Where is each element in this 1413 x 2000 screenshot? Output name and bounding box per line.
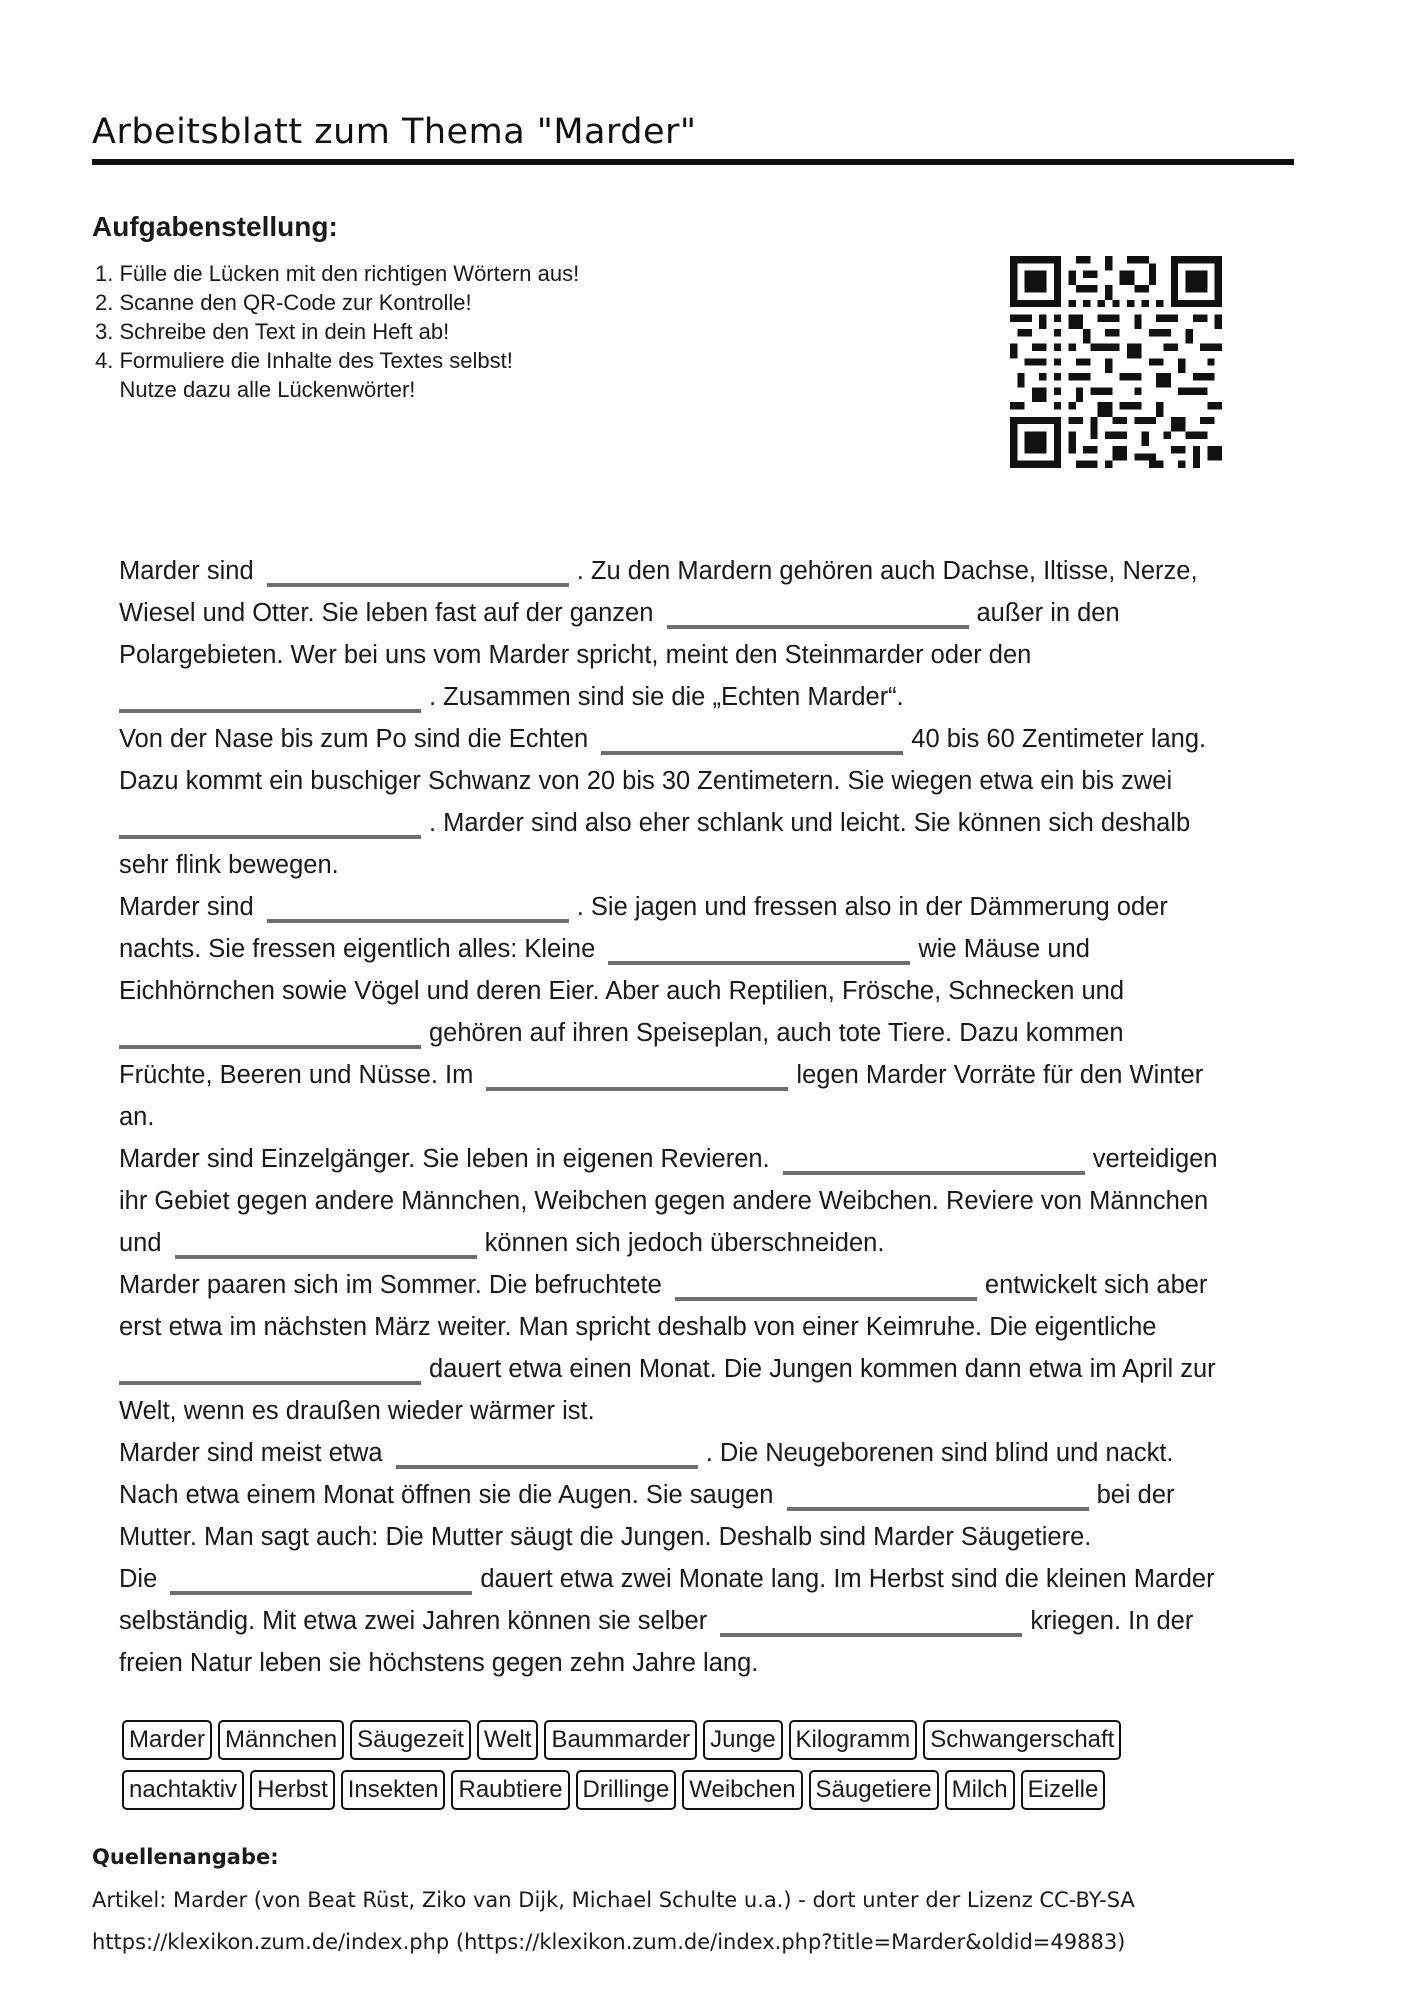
word-chip[interactable]: Raubtiere — [451, 1770, 569, 1810]
blank-field[interactable] — [675, 1297, 977, 1301]
text-line — [119, 1642, 1279, 1684]
text-line — [119, 844, 1279, 886]
text-segment: dauert etwa einen Monat. Die Jungen kommen dann etwa im April zur — [429, 1355, 1216, 1383]
task-item: 4. Formuliere die Inhalte des Textes selbst! — [95, 348, 513, 373]
text-line — [119, 1600, 1279, 1642]
blank-field[interactable] — [267, 583, 569, 587]
word-chip[interactable]: Weibchen — [682, 1770, 802, 1810]
word-chip[interactable]: Baummarder — [544, 1720, 697, 1760]
task-item: 3. Schreibe den Text in dein Heft ab! — [95, 319, 450, 344]
text-segment: gehören auf ihren Speiseplan, auch tote Tiere. Dazu kommen — [429, 1019, 1124, 1047]
text-segment: . Zusammen sind sie die „Echten Marder“. — [429, 683, 904, 711]
text-segment: 40 bis 60 Zentimeter lang. — [911, 725, 1207, 753]
blank-field[interactable] — [486, 1087, 788, 1091]
text-line — [119, 1516, 1279, 1558]
text-line — [119, 1180, 1279, 1222]
text-segment: nachts. Sie fressen eigentlich alles: Kleine — [119, 935, 603, 963]
word-bank-row — [122, 1770, 1272, 1818]
text-segment: Marder paaren sich im Sommer. Die befruchtete — [119, 1271, 669, 1299]
word-bank — [122, 1720, 1272, 1820]
text-line — [119, 1306, 1279, 1348]
word-chip[interactable]: Männchen — [218, 1720, 344, 1760]
text-segment: legen Marder Vorräte für den Winter — [796, 1061, 1204, 1089]
text-segment: außer in den — [976, 599, 1120, 627]
task-heading: Aufgabenstellung: — [92, 211, 338, 242]
text-segment: Marder sind — [119, 893, 261, 921]
text-line — [119, 1348, 1279, 1390]
text-line — [119, 1390, 1279, 1432]
task-item: 1. Fülle die Lücken mit den richtigen Wörtern aus! — [95, 261, 580, 286]
text-segment: an. — [119, 1103, 155, 1131]
text-line — [119, 1264, 1279, 1306]
text-line — [119, 550, 1279, 592]
word-chip[interactable]: Eizelle — [1021, 1770, 1106, 1810]
text-segment: Wiesel und Otter. Sie leben fast auf der ganzen — [119, 599, 661, 627]
text-line — [119, 718, 1279, 760]
cloze-text — [119, 550, 1279, 1684]
title-rule — [92, 159, 1294, 165]
source-article: Artikel: Marder (von Beat Rüst, Ziko van Dijk, Michael Schulte u.a.) - dort unter der Lizenz CC-BY-SA — [92, 1888, 1135, 1912]
text-segment: Mutter. Man sagt auch: Die Mutter säugt die Jungen. Deshalb sind Marder Säugetiere. — [119, 1523, 1092, 1551]
text-line — [119, 592, 1279, 634]
text-segment: Marder sind Einzelgänger. Sie leben in eigenen Revieren. — [119, 1145, 777, 1173]
task-item: 2. Scanne den QR-Code zur Kontrolle! — [95, 290, 472, 315]
page-title: Arbeitsblatt zum Thema "Marder" — [92, 112, 697, 152]
text-line — [119, 1222, 1279, 1264]
text-segment: entwickelt sich aber — [984, 1271, 1208, 1299]
task-list — [95, 259, 579, 404]
blank-field[interactable] — [783, 1171, 1085, 1175]
text-line — [119, 1558, 1279, 1600]
text-line — [119, 1012, 1279, 1054]
text-segment: Die — [119, 1565, 165, 1593]
text-segment: Nach etwa einem Monat öffnen sie die Augen. Sie saugen — [119, 1481, 781, 1509]
blank-field[interactable] — [119, 1045, 421, 1049]
blank-field[interactable] — [608, 961, 910, 965]
word-chip[interactable]: Marder — [122, 1720, 212, 1760]
text-segment: . Marder sind also eher schlank und leicht. Sie können sich deshalb — [429, 809, 1191, 837]
blank-field[interactable] — [267, 919, 569, 923]
text-segment: wie Mäuse und — [918, 935, 1090, 963]
qr-code-icon[interactable] — [1010, 256, 1222, 468]
text-segment: freien Natur leben sie höchstens gegen zehn Jahre lang. — [119, 1649, 759, 1677]
text-line — [119, 760, 1279, 802]
blank-field[interactable] — [720, 1633, 1022, 1637]
text-segment: bei der — [1096, 1481, 1175, 1509]
text-line — [119, 676, 1279, 718]
blank-field[interactable] — [119, 1381, 421, 1385]
blank-field[interactable] — [667, 625, 969, 629]
word-chip[interactable]: Milch — [945, 1770, 1015, 1810]
text-line — [119, 1138, 1279, 1180]
word-chip[interactable]: Herbst — [250, 1770, 335, 1810]
word-bank-row — [122, 1720, 1272, 1768]
text-segment: . Zu den Mardern gehören auch Dachse, Iltisse, Nerze, — [576, 557, 1198, 585]
text-line — [119, 886, 1279, 928]
text-line — [119, 634, 1279, 676]
blank-field[interactable] — [396, 1465, 698, 1469]
word-chip[interactable]: Säugezeit — [350, 1720, 471, 1760]
text-segment: können sich jedoch überschneiden. — [484, 1229, 885, 1257]
blank-field[interactable] — [170, 1591, 472, 1595]
sources-heading: Quellenangabe: — [92, 1845, 279, 1869]
text-segment: Welt, wenn es draußen wieder wärmer ist. — [119, 1397, 595, 1425]
blank-field[interactable] — [119, 709, 421, 713]
word-chip[interactable]: Welt — [477, 1720, 539, 1760]
word-chip[interactable]: Schwangerschaft — [923, 1720, 1121, 1760]
text-line — [119, 1054, 1279, 1096]
text-segment: sehr flink bewegen. — [119, 851, 339, 879]
text-line — [119, 928, 1279, 970]
text-segment: Von der Nase bis zum Po sind die Echten — [119, 725, 596, 753]
text-segment: selbständig. Mit etwa zwei Jahren können sie selber — [119, 1607, 715, 1635]
task-item: Nutze dazu alle Lückenwörter! — [95, 377, 416, 402]
text-segment: dauert etwa zwei Monate lang. Im Herbst sind die kleinen Marder — [480, 1565, 1215, 1593]
word-chip[interactable]: Säugetiere — [809, 1770, 939, 1810]
text-segment: Eichhörnchen sowie Vögel und deren Eier. Aber auch Reptilien, Frösche, Schnecken und — [119, 977, 1125, 1005]
word-chip[interactable]: Junge — [703, 1720, 782, 1760]
text-segment: verteidigen — [1092, 1145, 1218, 1173]
text-line — [119, 1432, 1279, 1474]
text-line — [119, 802, 1279, 844]
text-segment: erst etwa im nächsten März weiter. Man spricht deshalb von einer Keimruhe. Die eigentliche — [119, 1313, 1157, 1341]
text-segment: kriegen. In der — [1030, 1607, 1194, 1635]
word-chip[interactable]: nachtaktiv — [122, 1770, 244, 1810]
blank-field[interactable] — [601, 751, 903, 755]
text-segment: Marder sind — [119, 557, 261, 585]
word-chip[interactable]: Drillinge — [576, 1770, 677, 1810]
text-segment: Polargebieten. Wer bei uns vom Marder spricht, meint den Steinmarder oder den — [119, 641, 1032, 669]
blank-field[interactable] — [175, 1255, 477, 1259]
text-line — [119, 1474, 1279, 1516]
word-chip[interactable]: Insekten — [341, 1770, 446, 1810]
source-url[interactable]: https://klexikon.zum.de/index.php (https://klexikon.zum.de/index.php?title=Marder&oldid=49883) — [92, 1930, 1126, 1954]
blank-field[interactable] — [787, 1507, 1089, 1511]
text-line — [119, 970, 1279, 1012]
text-segment: . Sie jagen und fressen also in der Dämmerung oder — [576, 893, 1168, 921]
text-segment: ihr Gebiet gegen andere Männchen, Weibchen gegen andere Weibchen. Reviere von Männchen — [119, 1187, 1209, 1215]
text-segment: Dazu kommt ein buschiger Schwanz von 20 bis 30 Zentimetern. Sie wiegen etwa ein bis zwei — [119, 767, 1173, 795]
text-segment: Marder sind meist etwa — [119, 1439, 390, 1467]
word-chip[interactable]: Kilogramm — [789, 1720, 918, 1760]
text-segment: Früchte, Beeren und Nüsse. Im — [119, 1061, 481, 1089]
blank-field[interactable] — [119, 835, 421, 839]
text-segment: und — [119, 1229, 169, 1257]
text-segment: . Die Neugeborenen sind blind und nackt. — [705, 1439, 1174, 1467]
text-line — [119, 1096, 1279, 1138]
